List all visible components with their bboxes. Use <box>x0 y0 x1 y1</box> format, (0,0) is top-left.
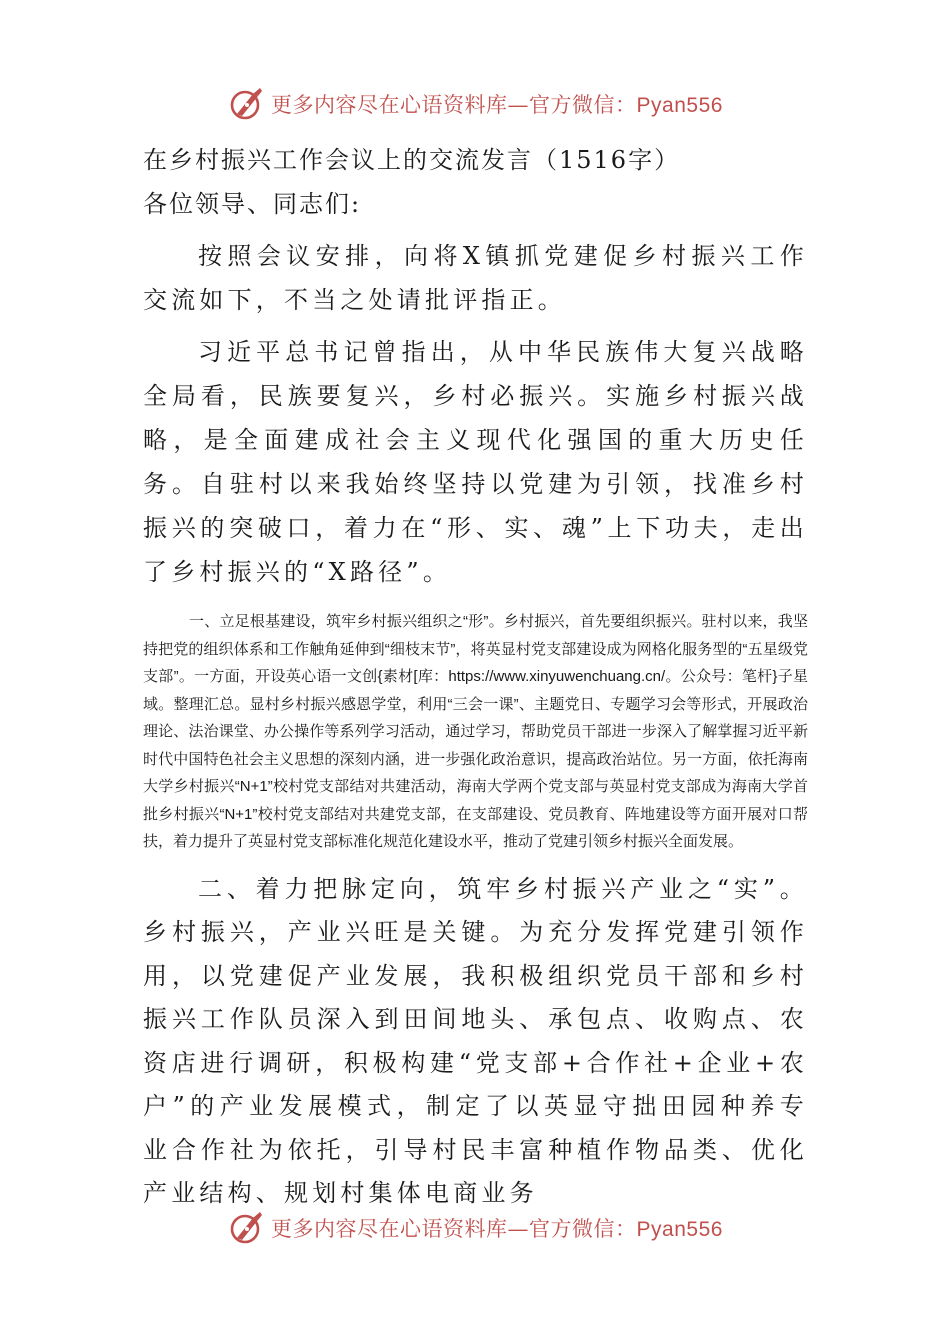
document-body <box>143 138 808 1216</box>
section-1-paragraph: 一、立足根基建设，筑牢乡村振兴组织之“形”。乡村振兴，首先要组织振兴。驻村以来，我坚持把党的组织体系和工作触角延伸到“细枝末节”，将英显村党支部建设成为网格化服务型的“五星级党支部”。一方面，开设英心语一文创{素材[库：https://www.xinyuwenchuang.cn/。公众号：笔杆}子星域。整理汇总。显村乡村振兴感恩学堂，利用“三会一课”、主题党日、专题学习会等形式，开展政治理论、法治课堂、办公操作等系列学习活动，通过学习，帮助党员干部进一步深入了解掌握习近平新时代中国特色社会主义思想的深刻内涵，进一步强化政治意识，提高政治站位。另一方面，依托海南大学乡村振兴“N+1”校村党支部结对共建活动，海南大学两个党支部与英显村党支部成为海南大学首批乡村振兴“N+1”校村党支部结对共建党支部，在支部建设、党员教育、阵地建设等方面开展对口帮扶，着力提升了英显村党支部标准化规范化建设水平，推动了党建引领乡村振兴全面发展。 <box>143 613 808 850</box>
watermark-text: 更多内容尽在心语资料库—官方微信：Pyan556 <box>271 1217 723 1241</box>
pen-nib-logo-icon <box>227 84 267 124</box>
watermark-brand: Pyan556 <box>636 94 723 117</box>
pen-nib-logo-icon <box>227 1208 267 1248</box>
watermark-brand: Pyan556 <box>636 1218 723 1241</box>
overview-paragraph: 习近平总书记曾指出，从中华民族伟大复兴战略全局看，民族要复兴，乡村必振兴。实施乡村振兴战略，是全面建成社会主义现代化强国的重大历史任务。自驻村以来我始终坚持以党建为引领，找准乡村振兴的突破口，着力在“形、实、魂”上下功夫，走出了乡村振兴的“X路径”。 <box>143 338 808 586</box>
section-2-paragraph: 二、着力把脉定向，筑牢乡村振兴产业之“实”。乡村振兴，产业兴旺是关键。为充分发挥党建引领作用，以党建促产业发展，我积极组织党员干部和乡村振兴工作队员深入到田间地头、承包点、收购点、农资店进行调研，积极构建“党支部+合作社+企业+农户”的产业发展模式，制定了以英显守拙田园种养专业合作社为依托，引导村民丰富种植作物品类、优化产业结构、规划村集体电商业务 <box>143 874 808 1207</box>
intro-paragraph: 按照会议安排，向将X镇抓党建促乡村振兴工作交流如下，不当之处请批评指正。 <box>143 242 808 314</box>
greeting: 各位领导、同志们: <box>143 190 362 218</box>
watermark-text: 更多内容尽在心语资料库—官方微信：Pyan556 <box>271 93 723 117</box>
document-title: 在乡村振兴工作会议上的交流发言（1516字） <box>143 146 681 174</box>
footer-watermark <box>0 1208 950 1248</box>
header-watermark <box>0 84 950 124</box>
